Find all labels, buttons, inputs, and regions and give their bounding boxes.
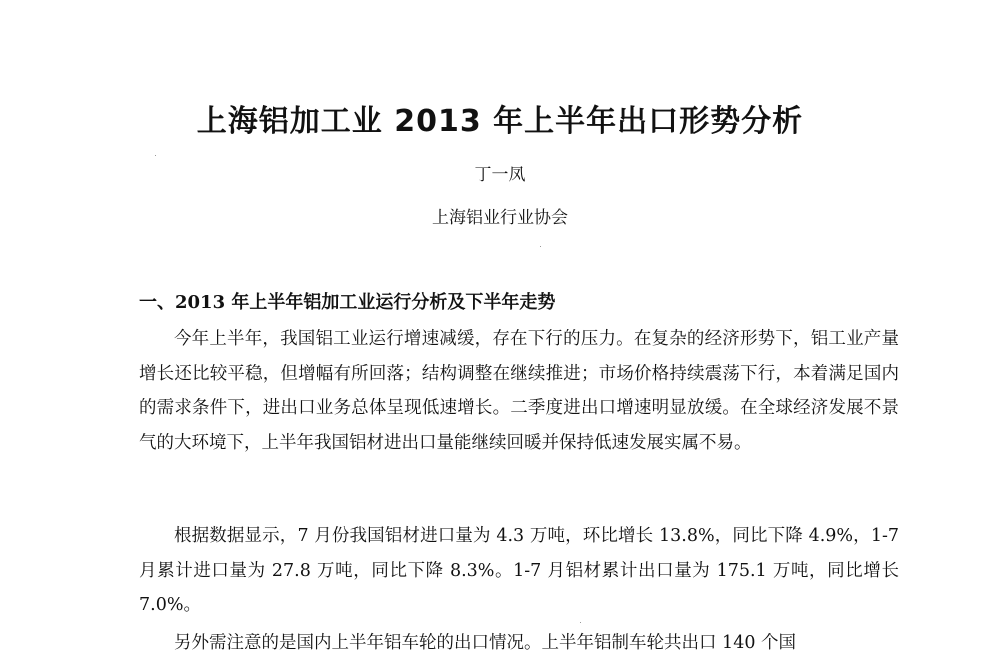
author-affiliation: 上海铝业行业协会 [432,208,568,228]
body-paragraph: 根据数据显示，7 月份我国铝材进口量为 4.3 万吨，环比增长 13.8%，同比下降 4.9%，1-7 月累计进口量为 27.8 万吨，同比下降 8.3%。1-7 月铝材累计出口量为 175.1 万吨，同比增长 7.0%。 [139,526,899,615]
body-paragraph: 今年上半年，我国铝工业运行增速减缓，存在下行的压力。在复杂的经济形势下，铝工业产量增长还比较平稳，但增幅有所回落；结构调整在继续推进；市场价格持续震荡下行，本着满足国内的需求条件下，进出口业务总体呈现低速增长。二季度进出口增速明显放缓。在全球经济发展不景气的大环境下，上半年我国铝材进出口量能继续回暖并保持低速发展实属不易。 [139,329,899,453]
scan-speck [580,622,581,623]
section-heading: 一、2013 年上半年铝加工业运行分析及下半年走势 [139,292,556,313]
scan-speck [155,155,156,156]
author-name: 丁一凤 [474,165,526,185]
scan-speck [540,246,541,247]
document-title: 上海铝加工业 2013 年上半年出口形势分析 [196,104,804,139]
body-paragraph-partial: 另外需注意的是国内上半年铝车轮的出口情况。上半年铝制车轮共出口 140 个国 [174,633,797,653]
